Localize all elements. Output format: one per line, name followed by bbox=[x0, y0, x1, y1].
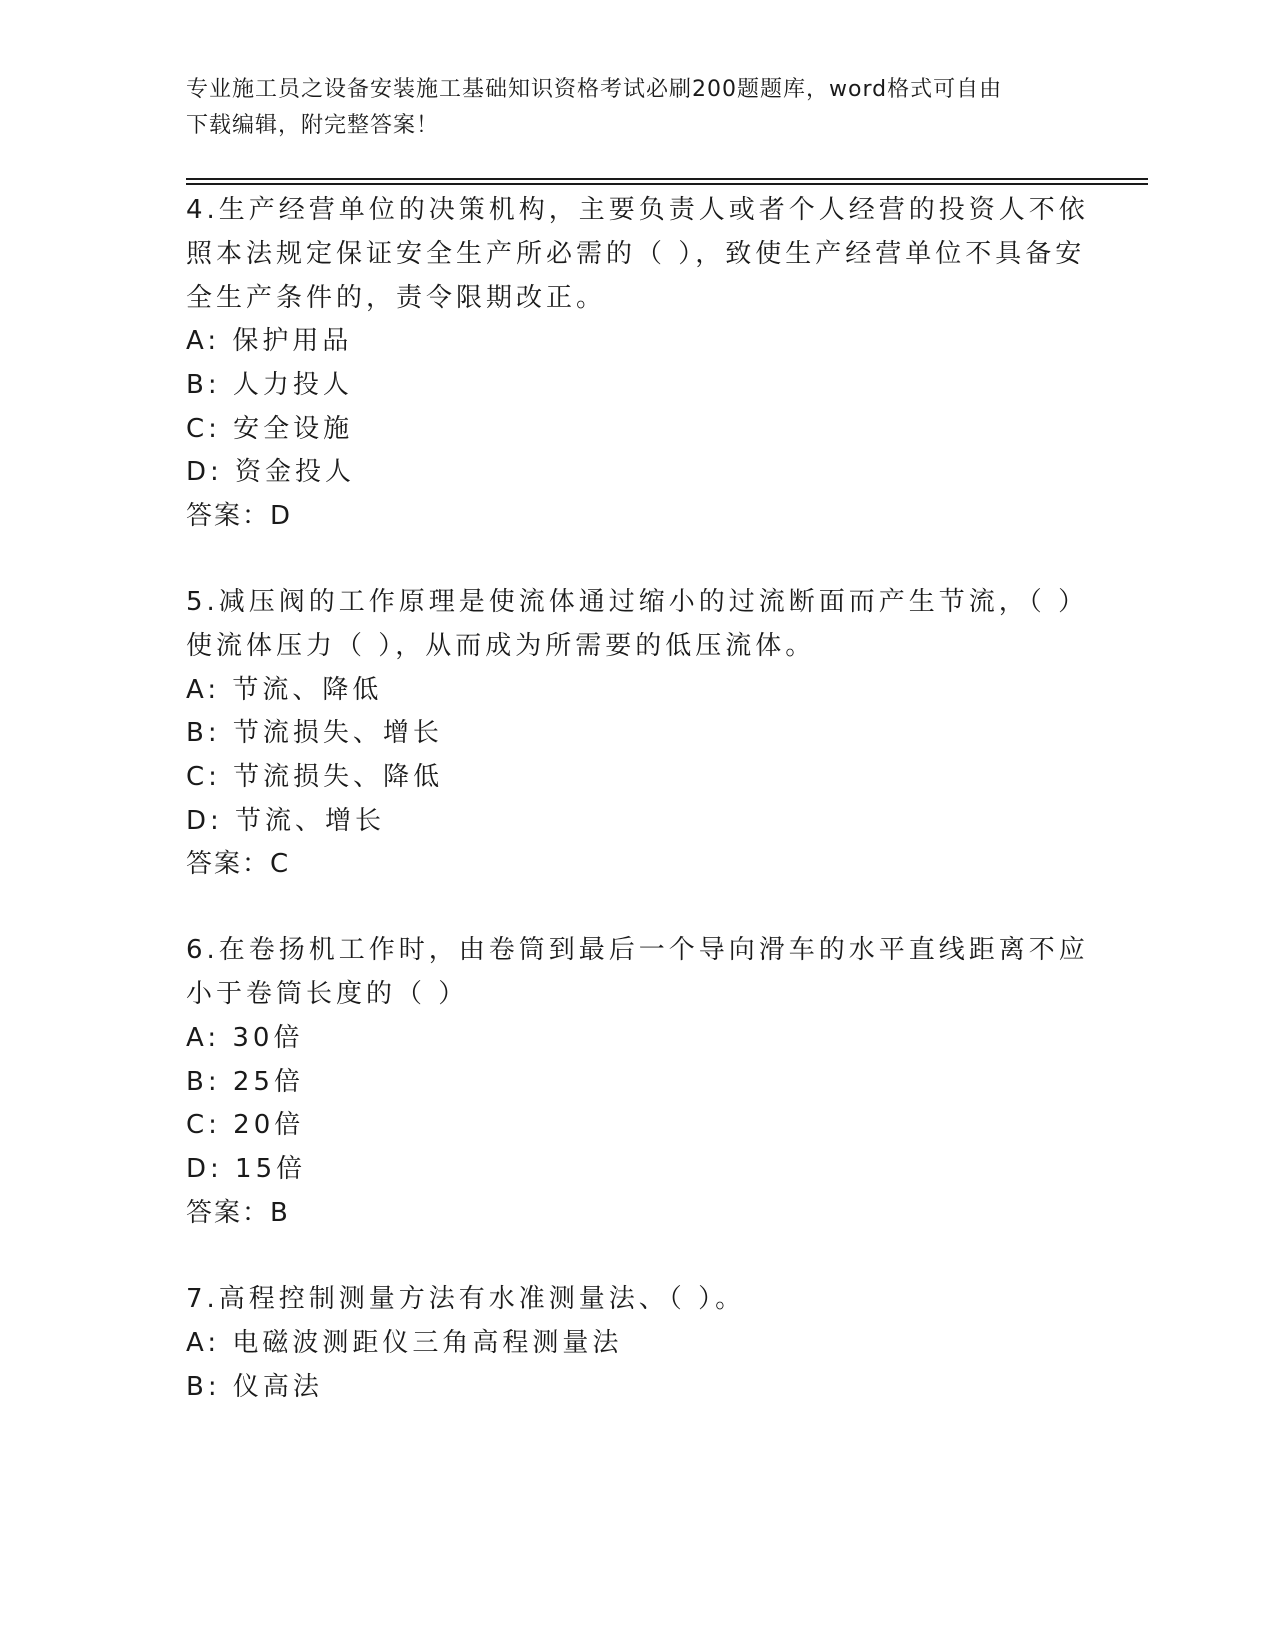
option-b: B: 人力投人 bbox=[186, 370, 353, 400]
document-header bbox=[186, 72, 1066, 144]
option-a: A: 电磁波测距仪三角高程测量法 bbox=[186, 1328, 623, 1358]
option-b: B: 仪高法 bbox=[186, 1372, 323, 1402]
question-text: 小于卷筒长度的（ ） bbox=[186, 979, 469, 1009]
question-text: 7.高程控制测量方法有水准测量法、（ ）。 bbox=[186, 1284, 746, 1314]
option-c: C: 20倍 bbox=[186, 1110, 305, 1140]
option-b: B: 25倍 bbox=[186, 1067, 304, 1097]
option-a: A: 30倍 bbox=[186, 1023, 304, 1053]
option-a: A: 保护用品 bbox=[186, 326, 353, 356]
option-b: B: 节流损失、增长 bbox=[186, 718, 443, 748]
header-line-1: 专业施工员之设备安装施工基础知识资格考试必刷200题题库，word格式可自由 bbox=[186, 77, 1003, 102]
option-d: D: 节流、增长 bbox=[186, 806, 386, 836]
answer: 答案：B bbox=[186, 1198, 290, 1228]
option-c: C: 安全设施 bbox=[186, 414, 354, 444]
answer: 答案：D bbox=[186, 501, 293, 531]
option-d: D: 15倍 bbox=[186, 1154, 307, 1184]
header-divider bbox=[186, 178, 1148, 180]
question-text: 5.减压阀的工作原理是使流体通过缩小的过流断面而产生节流，（ ） bbox=[186, 587, 1089, 617]
question-text: 照本法规定保证安全生产所必需的（ ），致使生产经营单位不具备安 bbox=[186, 239, 1086, 269]
question-text: 全生产条件的，责令限期改正。 bbox=[186, 283, 607, 313]
option-d: D: 资金投人 bbox=[186, 457, 356, 487]
question-text: 6.在卷扬机工作时，由卷筒到最后一个导向滑车的水平直线距离不应 bbox=[186, 935, 1089, 965]
question-text: 使流体压力（ ），从而成为所需要的低压流体。 bbox=[186, 631, 816, 661]
option-c: C: 节流损失、降低 bbox=[186, 762, 444, 792]
header-line-2: 下载编辑，附完整答案！ bbox=[186, 113, 440, 138]
header-divider-double bbox=[186, 183, 1148, 185]
question-text: 4.生产经营单位的决策机构，主要负责人或者个人经营的投资人不依 bbox=[186, 195, 1089, 225]
answer: 答案：C bbox=[186, 849, 291, 879]
option-a: A: 节流、降低 bbox=[186, 675, 383, 705]
